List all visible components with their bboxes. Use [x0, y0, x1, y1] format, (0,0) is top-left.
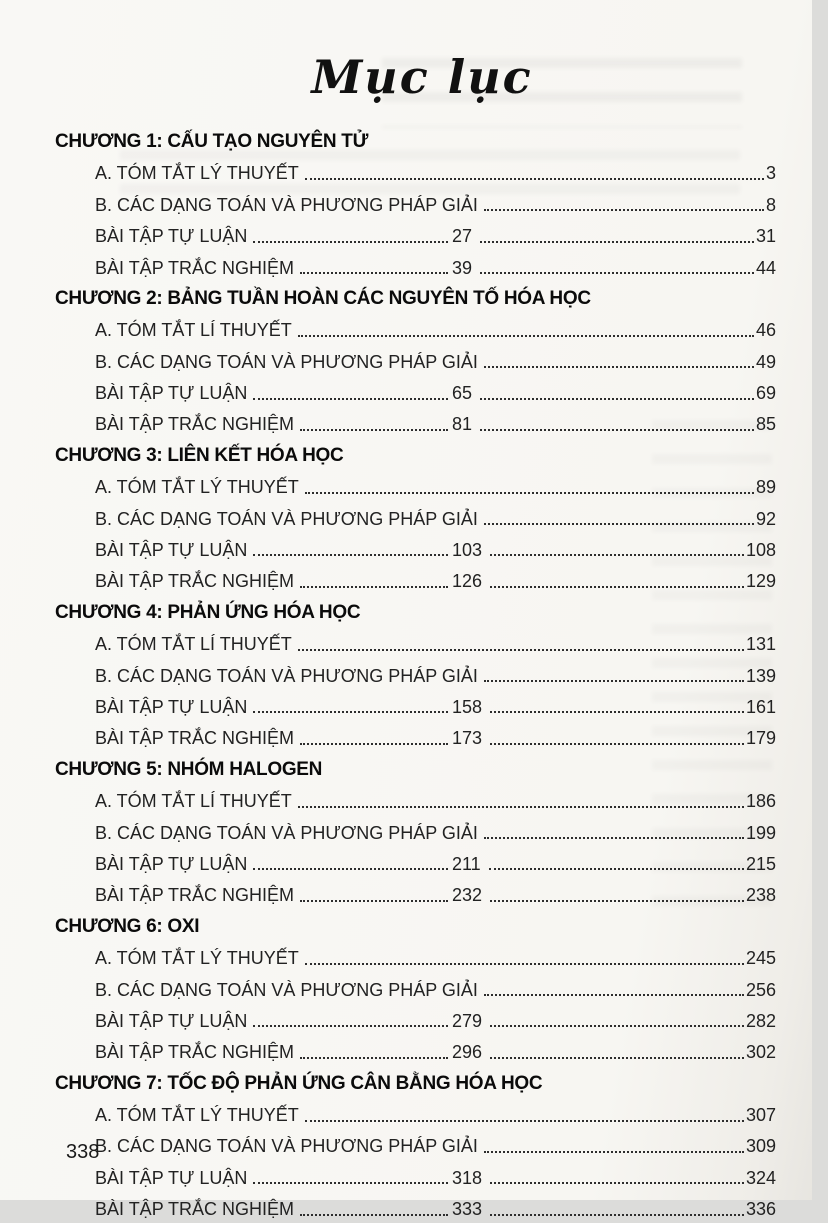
dot-leader [253, 1025, 448, 1027]
toc-entry-left-segment [95, 415, 452, 434]
toc-entry-page-number: 302 [745, 1042, 776, 1063]
dot-leader [253, 711, 448, 713]
toc-entry-page-number: 245 [745, 948, 776, 969]
dot-leader [300, 1214, 448, 1216]
toc-entry-label: A. TÓM TẮT LÝ THUYẾT [95, 163, 299, 184]
dot-leader [298, 335, 754, 337]
toc-entry-row [55, 218, 776, 249]
toc-entry-page-number: 215 [745, 853, 776, 874]
toc-entry-mid-page-number: 158 [452, 696, 483, 717]
chapter-heading: CHƯƠNG 7: TỐC ĐỘ PHẢN ỨNG CÂN BẰNG HÓA HỌC [55, 1073, 543, 1095]
dot-leader [490, 1025, 744, 1027]
toc-entry-label: B. CÁC DẠNG TOÁN VÀ PHƯƠNG PHÁP GIẢI [95, 1136, 478, 1157]
toc-entry-row [55, 1129, 776, 1160]
dot-leader [300, 743, 448, 745]
dot-leader [480, 272, 754, 274]
toc-entry-label: BÀI TẬP TRẮC NGHIỆM [95, 571, 295, 592]
toc-entry-left-segment [95, 698, 452, 717]
toc-entry-label: BÀI TẬP TRẮC NGHIỆM [95, 1042, 295, 1063]
toc-entry-row [55, 1097, 776, 1128]
dot-leader [300, 900, 448, 902]
toc-entry-label: BÀI TẬP TỰ LUẬN [95, 696, 248, 717]
toc-entry-page-number: 44 [755, 257, 776, 278]
toc-entry-row [55, 626, 776, 657]
toc-entry-mid-page-number: 81 [452, 414, 473, 435]
toc-entry-label: BÀI TẬP TỰ LUẬN [95, 1167, 248, 1188]
dot-leader [305, 1120, 744, 1122]
toc-entry-label: A. TÓM TẮT LÝ THUYẾT [95, 477, 299, 498]
toc-entry-page-number: 69 [755, 383, 776, 404]
toc-entry-row [55, 1160, 776, 1191]
toc-entry-page-number: 336 [745, 1199, 776, 1220]
toc-entry-label: A. TÓM TẮT LÍ THUYẾT [95, 634, 292, 655]
toc-entry-row [55, 563, 776, 594]
dot-leader [253, 554, 448, 556]
dot-leader [253, 868, 448, 870]
chapter-heading: CHƯƠNG 5: NHÓM HALOGEN [55, 759, 323, 781]
toc-entry-row [55, 1191, 776, 1222]
dot-leader [490, 900, 744, 902]
toc-entry-mid-page-number: 333 [452, 1199, 483, 1220]
dot-leader [484, 837, 744, 839]
chapter-heading: CHƯƠNG 3: LIÊN KẾT HÓA HỌC [55, 445, 344, 467]
table-of-contents [55, 124, 776, 1223]
toc-entry-mid-page-number: 65 [452, 383, 473, 404]
toc-entry-label: A. TÓM TẮT LÍ THUYẾT [95, 791, 292, 812]
toc-entry-page-number: 8 [765, 194, 776, 215]
dot-leader [300, 429, 448, 431]
dot-leader [484, 523, 754, 525]
dot-leader [484, 209, 764, 211]
dot-leader [253, 241, 448, 243]
toc-entry-row [55, 783, 776, 814]
toc-entry-row [55, 658, 776, 689]
dot-leader [305, 178, 764, 180]
dot-leader [300, 586, 448, 588]
toc-entry-left-segment [95, 1043, 452, 1062]
toc-entry-page-number: 85 [755, 414, 776, 435]
toc-entry-mid-page-number: 126 [452, 571, 483, 592]
page-title: Mục lục [311, 50, 533, 104]
toc-entry-page-number: 238 [745, 885, 776, 906]
toc-entry-page-number: 129 [745, 571, 776, 592]
toc-entry-left-segment [95, 227, 452, 246]
toc-entry-label: A. TÓM TẮT LÝ THUYẾT [95, 1105, 299, 1126]
toc-entry-row [55, 689, 776, 720]
toc-entry-mid-page-number: 318 [452, 1167, 483, 1188]
toc-entry-label: A. TÓM TẮT LÍ THUYẾT [95, 320, 292, 341]
toc-entry-left-segment [95, 886, 452, 905]
toc-entry-page-number: 179 [745, 728, 776, 749]
toc-entry-mid-page-number: 173 [452, 728, 483, 749]
dot-leader [480, 398, 754, 400]
toc-entry-page-number: 92 [755, 508, 776, 529]
toc-entry-row [55, 501, 776, 532]
dot-leader [490, 1182, 744, 1184]
toc-entry-page-number: 324 [745, 1167, 776, 1188]
dot-leader [480, 241, 754, 243]
toc-entry-label: BÀI TẬP TRẮC NGHIỆM [95, 257, 295, 278]
dot-leader [305, 963, 744, 965]
toc-entry-page-number: 139 [745, 665, 776, 686]
chapter-heading: CHƯƠNG 4: PHẢN ỨNG HÓA HỌC [55, 602, 361, 624]
toc-entry-left-segment [95, 384, 452, 403]
toc-entry-page-number: 49 [755, 351, 776, 372]
chapter-heading: CHƯƠNG 1: CẤU TẠO NGUYÊN TỬ [55, 131, 369, 153]
toc-entry-left-segment [95, 1200, 452, 1219]
toc-entry-label: BÀI TẬP TRẮC NGHIỆM [95, 728, 295, 749]
toc-entry-row [55, 344, 776, 375]
toc-entry-label: BÀI TẬP TRẮC NGHIỆM [95, 885, 295, 906]
toc-entry-page-number: 309 [745, 1136, 776, 1157]
dot-leader [489, 868, 744, 870]
toc-entry-page-number: 131 [745, 634, 776, 655]
dot-leader [253, 398, 448, 400]
toc-entry-row [55, 972, 776, 1003]
dot-leader [484, 366, 754, 368]
dot-leader [253, 1182, 448, 1184]
dot-leader [484, 680, 744, 682]
toc-entry-label: B. CÁC DẠNG TOÁN VÀ PHƯƠNG PHÁP GIẢI [95, 351, 478, 372]
dot-leader [305, 492, 754, 494]
toc-entry-page-number: 282 [745, 1010, 776, 1031]
toc-entry-page-number: 46 [755, 320, 776, 341]
toc-entry-row [55, 1034, 776, 1065]
toc-entry-row [55, 877, 776, 908]
toc-entry-row [55, 469, 776, 500]
toc-entry-label: BÀI TẬP TỰ LUẬN [95, 853, 248, 874]
toc-entry-row [55, 1003, 776, 1034]
toc-entry-row [55, 720, 776, 751]
toc-entry-mid-page-number: 296 [452, 1042, 483, 1063]
toc-entry-label: BÀI TẬP TRẮC NGHIỆM [95, 1199, 295, 1220]
toc-entry-left-segment [95, 259, 452, 278]
toc-entry-left-segment [95, 1012, 452, 1031]
toc-entry-page-number: 256 [745, 979, 776, 1000]
toc-entry-row [55, 250, 776, 281]
toc-entry-page-number: 31 [755, 226, 776, 247]
toc-entry-label: BÀI TẬP TỰ LUẬN [95, 383, 248, 404]
toc-entry-row [55, 407, 776, 438]
toc-entry-page-number: 199 [745, 822, 776, 843]
dot-leader [490, 554, 744, 556]
toc-entry-left-segment [95, 729, 452, 748]
toc-entry-mid-page-number: 39 [452, 257, 473, 278]
toc-entry-row [55, 375, 776, 406]
toc-entry-row [55, 815, 776, 846]
toc-entry-label: B. CÁC DẠNG TOÁN VÀ PHƯƠNG PHÁP GIẢI [95, 194, 478, 215]
dot-leader [484, 1151, 744, 1153]
toc-entry-row [55, 532, 776, 563]
toc-entry-row [55, 312, 776, 343]
toc-entry-mid-page-number: 211 [452, 853, 481, 874]
dot-leader [490, 586, 744, 588]
toc-entry-label: BÀI TẬP TỰ LUẬN [95, 1010, 248, 1031]
toc-entry-left-segment [95, 541, 452, 560]
chapter-heading: CHƯƠNG 2: BẢNG TUẦN HOÀN CÁC NGUYÊN TỐ HÓA HỌC [55, 288, 591, 310]
dot-leader [298, 806, 744, 808]
toc-entry-label: B. CÁC DẠNG TOÁN VÀ PHƯƠNG PHÁP GIẢI [95, 665, 478, 686]
page-number: 338 [66, 1141, 100, 1163]
dot-leader [490, 1057, 744, 1059]
toc-entry-page-number: 3 [765, 163, 776, 184]
toc-entry-label: BÀI TẬP TỰ LUẬN [95, 226, 248, 247]
toc-entry-mid-page-number: 279 [452, 1010, 483, 1031]
toc-entry-label: BÀI TẬP TRẮC NGHIỆM [95, 414, 295, 435]
toc-entry-left-segment [95, 1169, 452, 1188]
toc-entry-label: B. CÁC DẠNG TOÁN VÀ PHƯƠNG PHÁP GIẢI [95, 508, 478, 529]
dot-leader [490, 1214, 744, 1216]
toc-entry-label: A. TÓM TẮT LÝ THUYẾT [95, 948, 299, 969]
toc-entry-mid-page-number: 232 [452, 885, 483, 906]
toc-entry-mid-page-number: 103 [452, 540, 483, 561]
dot-leader [300, 1057, 448, 1059]
toc-entry-row [55, 155, 776, 186]
toc-entry-mid-page-number: 27 [452, 226, 473, 247]
toc-entry-page-number: 186 [745, 791, 776, 812]
dot-leader [490, 743, 744, 745]
chapter-heading: CHƯƠNG 6: OXI [55, 916, 200, 938]
toc-entry-left-segment [95, 572, 452, 591]
toc-entry-page-number: 108 [745, 540, 776, 561]
toc-entry-row [55, 187, 776, 218]
toc-entry-page-number: 161 [745, 696, 776, 717]
dot-leader [490, 711, 744, 713]
dot-leader [298, 649, 744, 651]
dot-leader [480, 429, 754, 431]
toc-entry-page-number: 307 [745, 1105, 776, 1126]
toc-entry-row [55, 846, 776, 877]
toc-entry-label: B. CÁC DẠNG TOÁN VÀ PHƯƠNG PHÁP GIẢI [95, 822, 478, 843]
toc-entry-left-segment [95, 855, 452, 874]
toc-entry-row [55, 940, 776, 971]
dot-leader [484, 994, 744, 996]
toc-entry-label: B. CÁC DẠNG TOÁN VÀ PHƯƠNG PHÁP GIẢI [95, 979, 478, 1000]
dot-leader [300, 272, 448, 274]
toc-entry-label: BÀI TẬP TỰ LUẬN [95, 540, 248, 561]
toc-entry-page-number: 89 [755, 477, 776, 498]
